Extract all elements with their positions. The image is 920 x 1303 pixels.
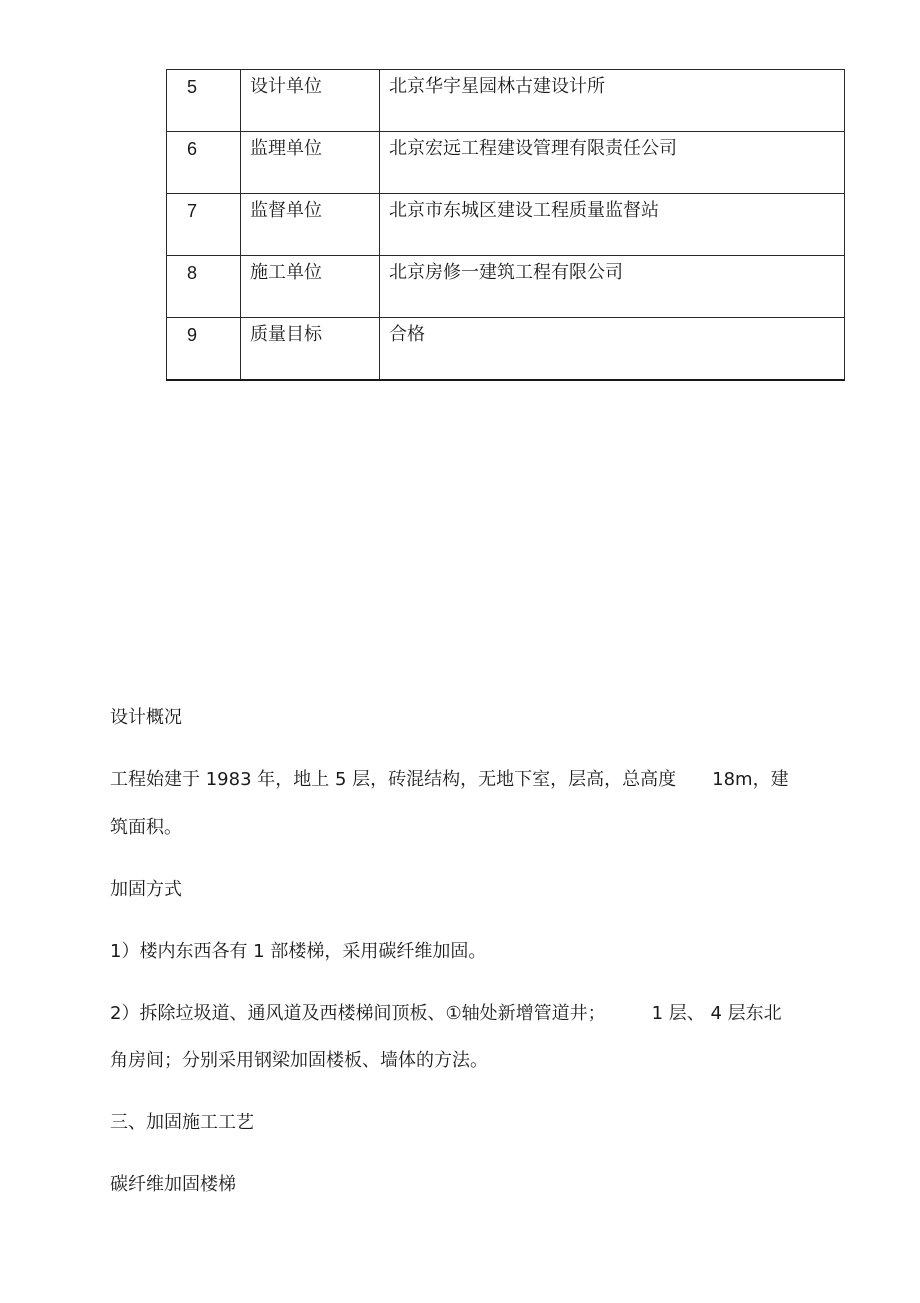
- method-item-2-line-2: 角房间；分别采用钢梁加固楼板、墙体的方法。: [110, 1050, 488, 1071]
- row-value: 北京宏远工程建设管理有限责任公司: [380, 132, 845, 194]
- design-overview-line-2: 筑面积。: [110, 817, 182, 838]
- table-row: [167, 194, 845, 256]
- row-value: 合格: [380, 318, 845, 380]
- row-number: 7: [167, 194, 241, 256]
- row-number: 6: [167, 132, 241, 194]
- method-item-2-text-a: 2）拆除垃圾道、通风道及西楼梯间顶板、①轴处新增管道井；: [110, 1003, 606, 1024]
- method-item-1: 1）楼内东西各有 1 部楼梯，采用碳纤维加固。: [110, 941, 487, 962]
- table-row: [167, 318, 845, 380]
- table-row: [167, 256, 845, 318]
- reinforce-method-heading: 加固方式: [110, 879, 182, 900]
- row-label: 质量目标: [241, 318, 380, 380]
- table-row: [167, 132, 845, 194]
- table-row: [167, 70, 845, 132]
- row-value: 北京市东城区建设工程质量监督站: [380, 194, 845, 256]
- row-label: 施工单位: [241, 256, 380, 318]
- row-number: 9: [167, 318, 241, 380]
- row-label: 监理单位: [241, 132, 380, 194]
- row-label: 设计单位: [241, 70, 380, 132]
- row-value: 北京房修一建筑工程有限公司: [380, 256, 845, 318]
- design-overview-text-a: 工程始建于 1983 年，地上 5 层，砖混结构，无地下室，层高，总高度: [110, 769, 677, 790]
- method-item-2-text-b: 1 层、 4 层东北: [651, 1003, 782, 1024]
- process-heading: 三、加固施工工艺: [110, 1112, 254, 1133]
- design-overview-heading: 设计概况: [110, 707, 182, 728]
- row-number: 5: [167, 70, 241, 132]
- project-info-table: [166, 69, 845, 381]
- row-value: 北京华宇星园林古建设计所: [380, 70, 845, 132]
- design-overview-text-b: 18m，建: [712, 769, 789, 790]
- design-overview-line-1: [110, 768, 855, 792]
- method-item-2-line-1: [110, 1002, 855, 1026]
- carbon-stairs-heading: 碳纤维加固楼梯: [110, 1174, 236, 1195]
- row-number: 8: [167, 256, 241, 318]
- row-label: 监督单位: [241, 194, 380, 256]
